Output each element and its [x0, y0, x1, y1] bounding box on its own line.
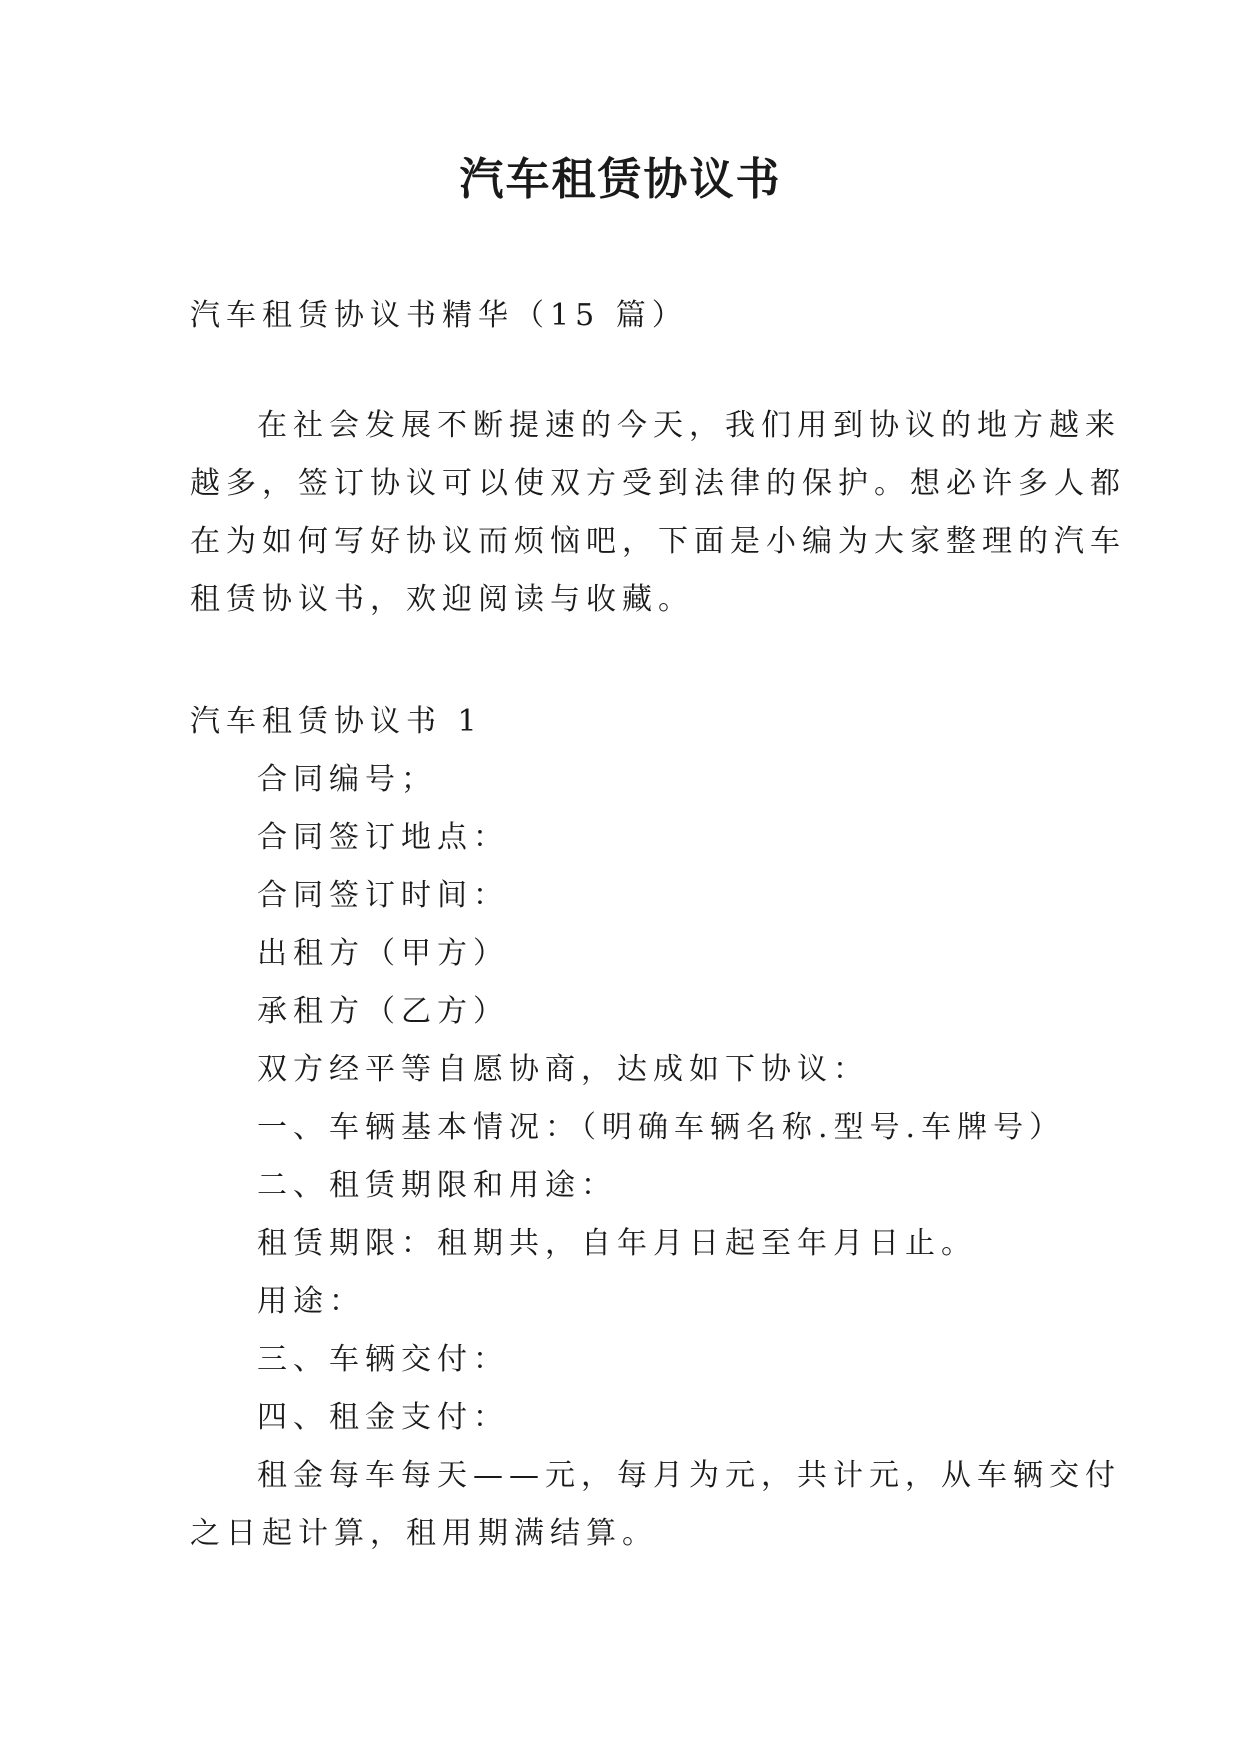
document-title: 汽车租赁协议书	[459, 154, 782, 205]
body-line: 出租方（甲方）	[257, 936, 509, 971]
body-line: 双方经平等自愿协商，达成如下协议：	[257, 1052, 869, 1087]
body-line: 承租方（乙方）	[257, 994, 509, 1029]
body-line: 一、车辆基本情况：（明确车辆名称.型号.车牌号）	[257, 1110, 1066, 1145]
body-line: 合同签订地点：	[257, 820, 509, 855]
body-line: 租金每车每天——元，每月为元，共计元，从车辆交付	[257, 1458, 1121, 1493]
body-line: 用途：	[257, 1284, 365, 1319]
body-line: 合同签订时间：	[257, 878, 509, 913]
body-line: 二、租赁期限和用途：	[257, 1168, 617, 1203]
body-line: 之日起计算，租用期满结算。	[190, 1516, 658, 1551]
body-line: 租赁期限：租期共，自年月日起至年月日止。	[257, 1226, 977, 1261]
intro-line: 租赁协议书，欢迎阅读与收藏。	[190, 582, 694, 617]
body-line: 三、车辆交付：	[257, 1342, 509, 1377]
body-line: 合同编号；	[257, 762, 437, 797]
intro-line: 越多，签订协议可以使双方受到法律的保护。想必许多人都	[190, 466, 1126, 501]
document-subtitle: 汽车租赁协议书精华（15 篇）	[190, 298, 688, 333]
intro-line: 在社会发展不断提速的今天，我们用到协议的地方越来	[257, 408, 1121, 443]
intro-line: 在为如何写好协议而烦恼吧，下面是小编为大家整理的汽车	[190, 524, 1126, 559]
section-heading: 汽车租赁协议书 1	[190, 704, 483, 739]
body-line: 四、租金支付：	[257, 1400, 509, 1435]
